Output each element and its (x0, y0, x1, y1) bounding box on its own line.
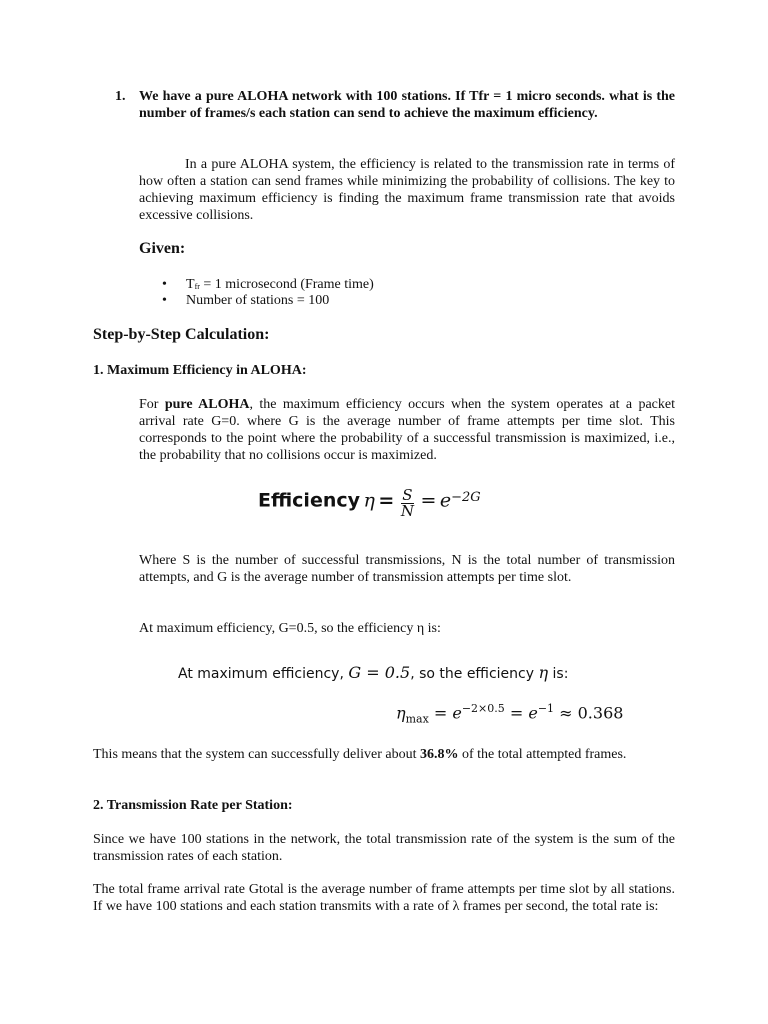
section1-paragraph (139, 396, 675, 464)
para-text: , the maximum efficiency occurs when the system operates at a packet arrival rate G=0. where G is the average number of frame attempts per time slot. This corresponds to the point where the probability of a successful transmission is maximized, i.e., the probability that no collisions occur is maximized. (139, 397, 676, 463)
formula-equals: = (378, 489, 395, 512)
section2-paragraph1: Since we have 100 stations in the network, the total transmission rate of the system is the sum of the transmission rates of each station. (93, 832, 675, 864)
section2-heading: 2. Transmission Rate per Station: (93, 798, 293, 813)
formula-label: Efficiency (258, 489, 361, 512)
section1-heading: 1. Maximum Efficiency in ALOHA: (93, 363, 307, 378)
given-heading: Given: (139, 240, 186, 257)
step-heading: Step-by-Step Calculation: (93, 326, 270, 343)
para-bold: 36.8% (419, 747, 459, 762)
para-text: of the total attempted frames. (458, 747, 627, 762)
exp-power: −1 (537, 702, 555, 715)
image-g-value: G = 0.5 (348, 663, 411, 682)
formula-image-line2 (396, 700, 623, 728)
given-subscript: fr (194, 282, 200, 291)
question-text: We have a pure ALOHA network with 100 stations. If Tfr = 1 micro seconds. what is the number of frames/s each station can send to achieve the maximum efficiency. (139, 89, 675, 121)
eta-symbol: η (396, 703, 406, 723)
eta-subscript: max (405, 712, 429, 726)
intro-paragraph: In a pure ALOHA system, the efficiency is related to the transmission rate in terms of how often a station can send frames while minimizing the probability of collisions. The key to achieving maximum efficiency is finding the maximum frame transmission rate that avoids excessive collisions. (139, 157, 675, 223)
image-text: At maximum efficiency, (178, 666, 349, 682)
image-text: , so the efficiency (410, 666, 539, 682)
approx-value: ≈ 0.368 (554, 703, 624, 723)
formula-image-line1 (178, 664, 568, 683)
para-text: This means that the system can successfully deliver about (93, 747, 420, 762)
exp-power: −2×0.5 (461, 702, 505, 715)
image-text: is: (548, 666, 569, 682)
formula-denominator: N (400, 502, 414, 520)
formula-equals2: = (420, 489, 437, 512)
question-number: 1. (115, 89, 126, 104)
at-max-paragraph: At maximum efficiency, G=0.5, so the efficiency η is: (139, 621, 441, 636)
formula-exponent: −2G (451, 490, 481, 506)
exp-base: e (528, 703, 538, 723)
where-paragraph: Where S is the number of successful transmissions, N is the total number of transmission attempts, and G is the average number of transmission attempts per time slot. (139, 553, 675, 585)
list-item: • Number of stations = 100 (162, 293, 330, 308)
given-stations: Number of stations = 100 (186, 293, 330, 308)
para-text: For (139, 397, 165, 412)
formula-eta: η (363, 489, 375, 512)
list-item: • $T_{fr} = 1$ microsecond (Frame time) (162, 277, 374, 292)
given-list (162, 276, 374, 308)
formula-base: e (439, 489, 452, 512)
section2-paragraph2: The total frame arrival rate Gtotal is the average number of frame attempts per time slot by all stations. If we have 100 stations and each station transmits with a rate of λ frames per second, the total rate is: (93, 882, 675, 914)
equals: = (428, 703, 453, 723)
given-symbol: T (186, 277, 195, 292)
equals: = (504, 703, 529, 723)
image-eta: η (538, 663, 549, 682)
formula-fraction (401, 488, 414, 519)
given-frame-time: = 1 microsecond (Frame time) (199, 277, 374, 292)
efficiency-formula (258, 488, 481, 528)
formula-numerator: S (402, 486, 413, 504)
exp-base: e (452, 703, 462, 723)
summary-paragraph (93, 746, 675, 763)
para-bold: pure ALOHA (164, 397, 250, 412)
